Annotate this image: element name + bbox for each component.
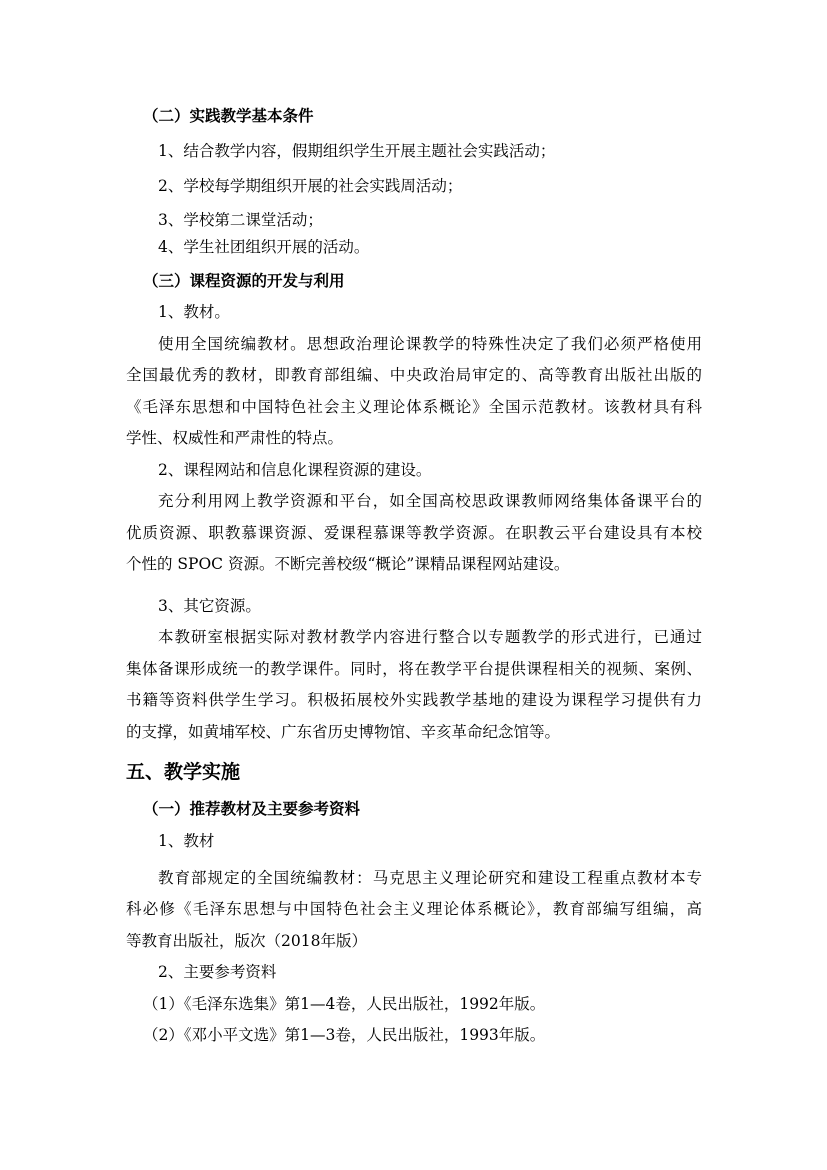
list-item: 3、学校第二课堂活动；: [158, 211, 323, 229]
reference-item: （2）《邓小平文选》第1—3卷，人民出版社，1993年版。: [143, 1026, 546, 1044]
chapter-heading-teaching-implementation: 五、教学实施: [126, 761, 241, 783]
paragraph-line: 全国最优秀的教材，即教育部组编、中央政治局审定的、高等教育出版社出版的: [126, 366, 702, 384]
paragraph-line: 充分利用网上教学资源和平台，如全国高校思政课教师网络集体备课平台的: [158, 492, 702, 510]
item-title-references: 2、主要参考资料: [158, 963, 277, 981]
list-item: 2、学校每学期组织开展的社会实践周活动；: [158, 177, 463, 195]
section-heading-practice-conditions: （二）实践教学基本条件: [143, 107, 314, 125]
reference-item: （1）《毛泽东选集》第1—4卷，人民出版社，1992年版。: [143, 995, 546, 1013]
paragraph-line: 科必修《毛泽东思想与中国特色社会主义理论体系概论》，教育部编写组编，高: [126, 900, 702, 918]
paragraph-line: 等教育出版社，版次（2018年版）: [126, 932, 367, 950]
paragraph-line: 集体备课形成统一的教学课件。同时，将在教学平台提供课程相关的视频、案例、: [126, 660, 702, 678]
list-item: 1、结合教学内容，假期组织学生开展主题社会实践活动；: [158, 142, 556, 160]
paragraph-line: 书籍等资料供学生学习。积极拓展校外实践教学基地的建设为课程学习提供有力: [126, 691, 702, 709]
list-item: 4、学生社团组织开展的活动。: [158, 238, 370, 256]
item-title-textbook: 1、教材: [158, 832, 215, 850]
item-title-other: 3、其它资源。: [158, 597, 261, 615]
paragraph-line: 教育部规定的全国统编教材：马克思主义理论研究和建设工程重点教材本专: [158, 869, 702, 887]
paragraph-line: 个性的 SPOC 资源。不断完善校级“概论”课精品课程网站建设。: [126, 555, 570, 573]
section-heading-resources: （三）课程资源的开发与利用: [143, 272, 345, 290]
item-title-website: 2、课程网站和信息化课程资源的建设。: [158, 461, 432, 479]
section-heading-textbooks-references: （一）推荐教材及主要参考资料: [143, 800, 361, 818]
paragraph-line: 本教研室根据实际对教材教学内容进行整合以专题教学的形式进行，已通过: [158, 628, 702, 646]
paragraph-line: 优质资源、职教慕课资源、爱课程慕课等教学资源。在职教云平台建设具有本校: [126, 524, 702, 542]
item-title-textbook: 1、教材。: [158, 303, 230, 321]
paragraph-line: 学性、权威性和严肃性的特点。: [126, 429, 344, 447]
paragraph-line: 《毛泽东思想和中国特色社会主义理论体系概论》全国示范教材。该教材具有科: [126, 398, 702, 416]
paragraph-line: 的支撑，如黄埔军校、广东省历史博物馆、辛亥革命纪念馆等。: [126, 723, 561, 741]
paragraph-line: 使用全国统编教材。思想政治理论课教学的特殊性决定了我们必须严格使用: [158, 335, 702, 353]
